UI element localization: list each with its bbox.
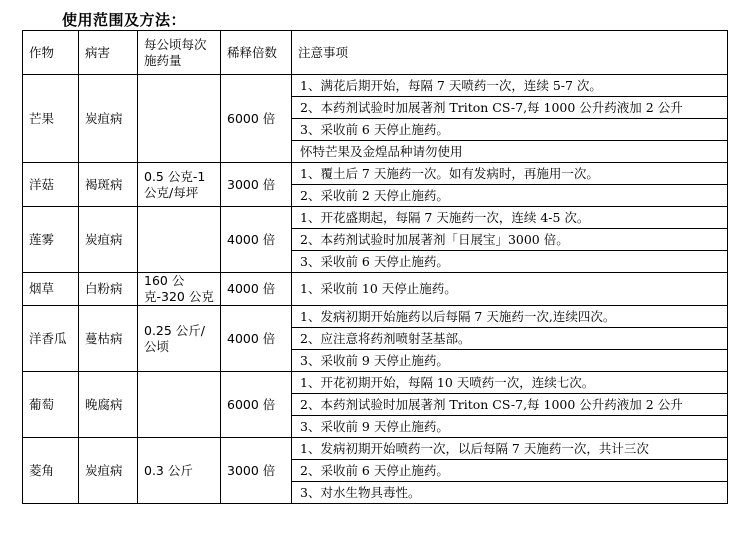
usage-table (22, 30, 728, 504)
note-cell: 2、应注意将药剂喷射茎基部。 (292, 328, 728, 350)
note-cell: 1、发病初期开始施药以后每隔 7 天施药一次,连续四次。 (292, 306, 728, 328)
header-crop: 作物 (23, 31, 79, 75)
dose-cell (138, 372, 221, 438)
note-cell: 1、发病初期开始喷药一次，以后每隔 7 天施药一次，共计三次 (292, 438, 728, 460)
crop-cell: 芒果 (23, 75, 79, 163)
dose-cell: 160 公克-320 公克 (138, 273, 221, 306)
header-dose: 每公顷每次施药量 (138, 31, 221, 75)
table-row (23, 163, 728, 185)
table-row (23, 273, 728, 306)
table-row (23, 438, 728, 460)
note-cell: 1、采收前 10 天停止施药。 (292, 273, 728, 306)
note-cell: 1、满花后期开始，每隔 7 天喷药一次，连续 5-7 次。 (292, 75, 728, 97)
note-cell: 3、采收前 9 天停止施药。 (292, 350, 728, 372)
note-cell: 1、开花初期开始，每隔 10 天喷药一次，连续七次。 (292, 372, 728, 394)
note-cell: 1、开花盛期起，每隔 7 天施药一次，连续 4-5 次。 (292, 207, 728, 229)
dilution-cell: 3000 倍 (221, 438, 292, 504)
table-row (23, 372, 728, 394)
note-cell: 1、覆土后 7 天施药一次。如有发病时，再施用一次。 (292, 163, 728, 185)
table-body (23, 75, 728, 504)
header-dilution: 稀释倍数 (221, 31, 292, 75)
note-cell: 2、采收前 2 天停止施药。 (292, 185, 728, 207)
dilution-cell: 4000 倍 (221, 306, 292, 372)
disease-cell: 白粉病 (79, 273, 138, 306)
header-row (23, 31, 728, 75)
disease-cell: 炭疽病 (79, 438, 138, 504)
crop-cell: 洋菇 (23, 163, 79, 207)
dose-cell (138, 75, 221, 163)
crop-cell: 洋香瓜 (23, 306, 79, 372)
dose-cell: 0.3 公斤 (138, 438, 221, 504)
disease-cell: 蔓枯病 (79, 306, 138, 372)
note-cell: 3、采收前 9 天停止施药。 (292, 416, 728, 438)
table-row (23, 75, 728, 97)
disease-cell: 炭疽病 (79, 75, 138, 163)
header-notes: 注意事项 (292, 31, 728, 75)
note-cell: 3、采收前 6 天停止施药。 (292, 251, 728, 273)
dilution-cell: 4000 倍 (221, 273, 292, 306)
dilution-cell: 3000 倍 (221, 163, 292, 207)
crop-cell: 莲雾 (23, 207, 79, 273)
disease-cell: 炭疽病 (79, 207, 138, 273)
note-cell: 怀特芒果及金煌品种请勿使用 (292, 141, 728, 163)
table-row (23, 207, 728, 229)
crop-cell: 烟草 (23, 273, 79, 306)
dilution-cell: 4000 倍 (221, 207, 292, 273)
note-cell: 2、采收前 6 天停止施药。 (292, 460, 728, 482)
dose-cell: 0.5 公克-1 公克/每坪 (138, 163, 221, 207)
note-cell: 3、采收前 6 天停止施药。 (292, 119, 728, 141)
note-cell: 2、本药剂试验时加展著剂「日展宝」3000 倍。 (292, 229, 728, 251)
note-cell: 3、对水生物具毒性。 (292, 482, 728, 504)
dilution-cell: 6000 倍 (221, 75, 292, 163)
crop-cell: 葡萄 (23, 372, 79, 438)
disease-cell: 褐斑病 (79, 163, 138, 207)
crop-cell: 菱角 (23, 438, 79, 504)
section-title: 使用范围及方法： (62, 11, 187, 29)
dilution-cell: 6000 倍 (221, 372, 292, 438)
note-cell: 2、本药剂试验时加展著剂 Triton CS-7,每 1000 公升药液加 2 公升 (292, 394, 728, 416)
table-row (23, 306, 728, 328)
disease-cell: 晚腐病 (79, 372, 138, 438)
note-cell: 2、本药剂试验时加展著剂 Triton CS-7,每 1000 公升药液加 2 公升 (292, 97, 728, 119)
dose-cell: 0.25 公斤/公顷 (138, 306, 221, 372)
header-disease: 病害 (79, 31, 138, 75)
dose-cell (138, 207, 221, 273)
